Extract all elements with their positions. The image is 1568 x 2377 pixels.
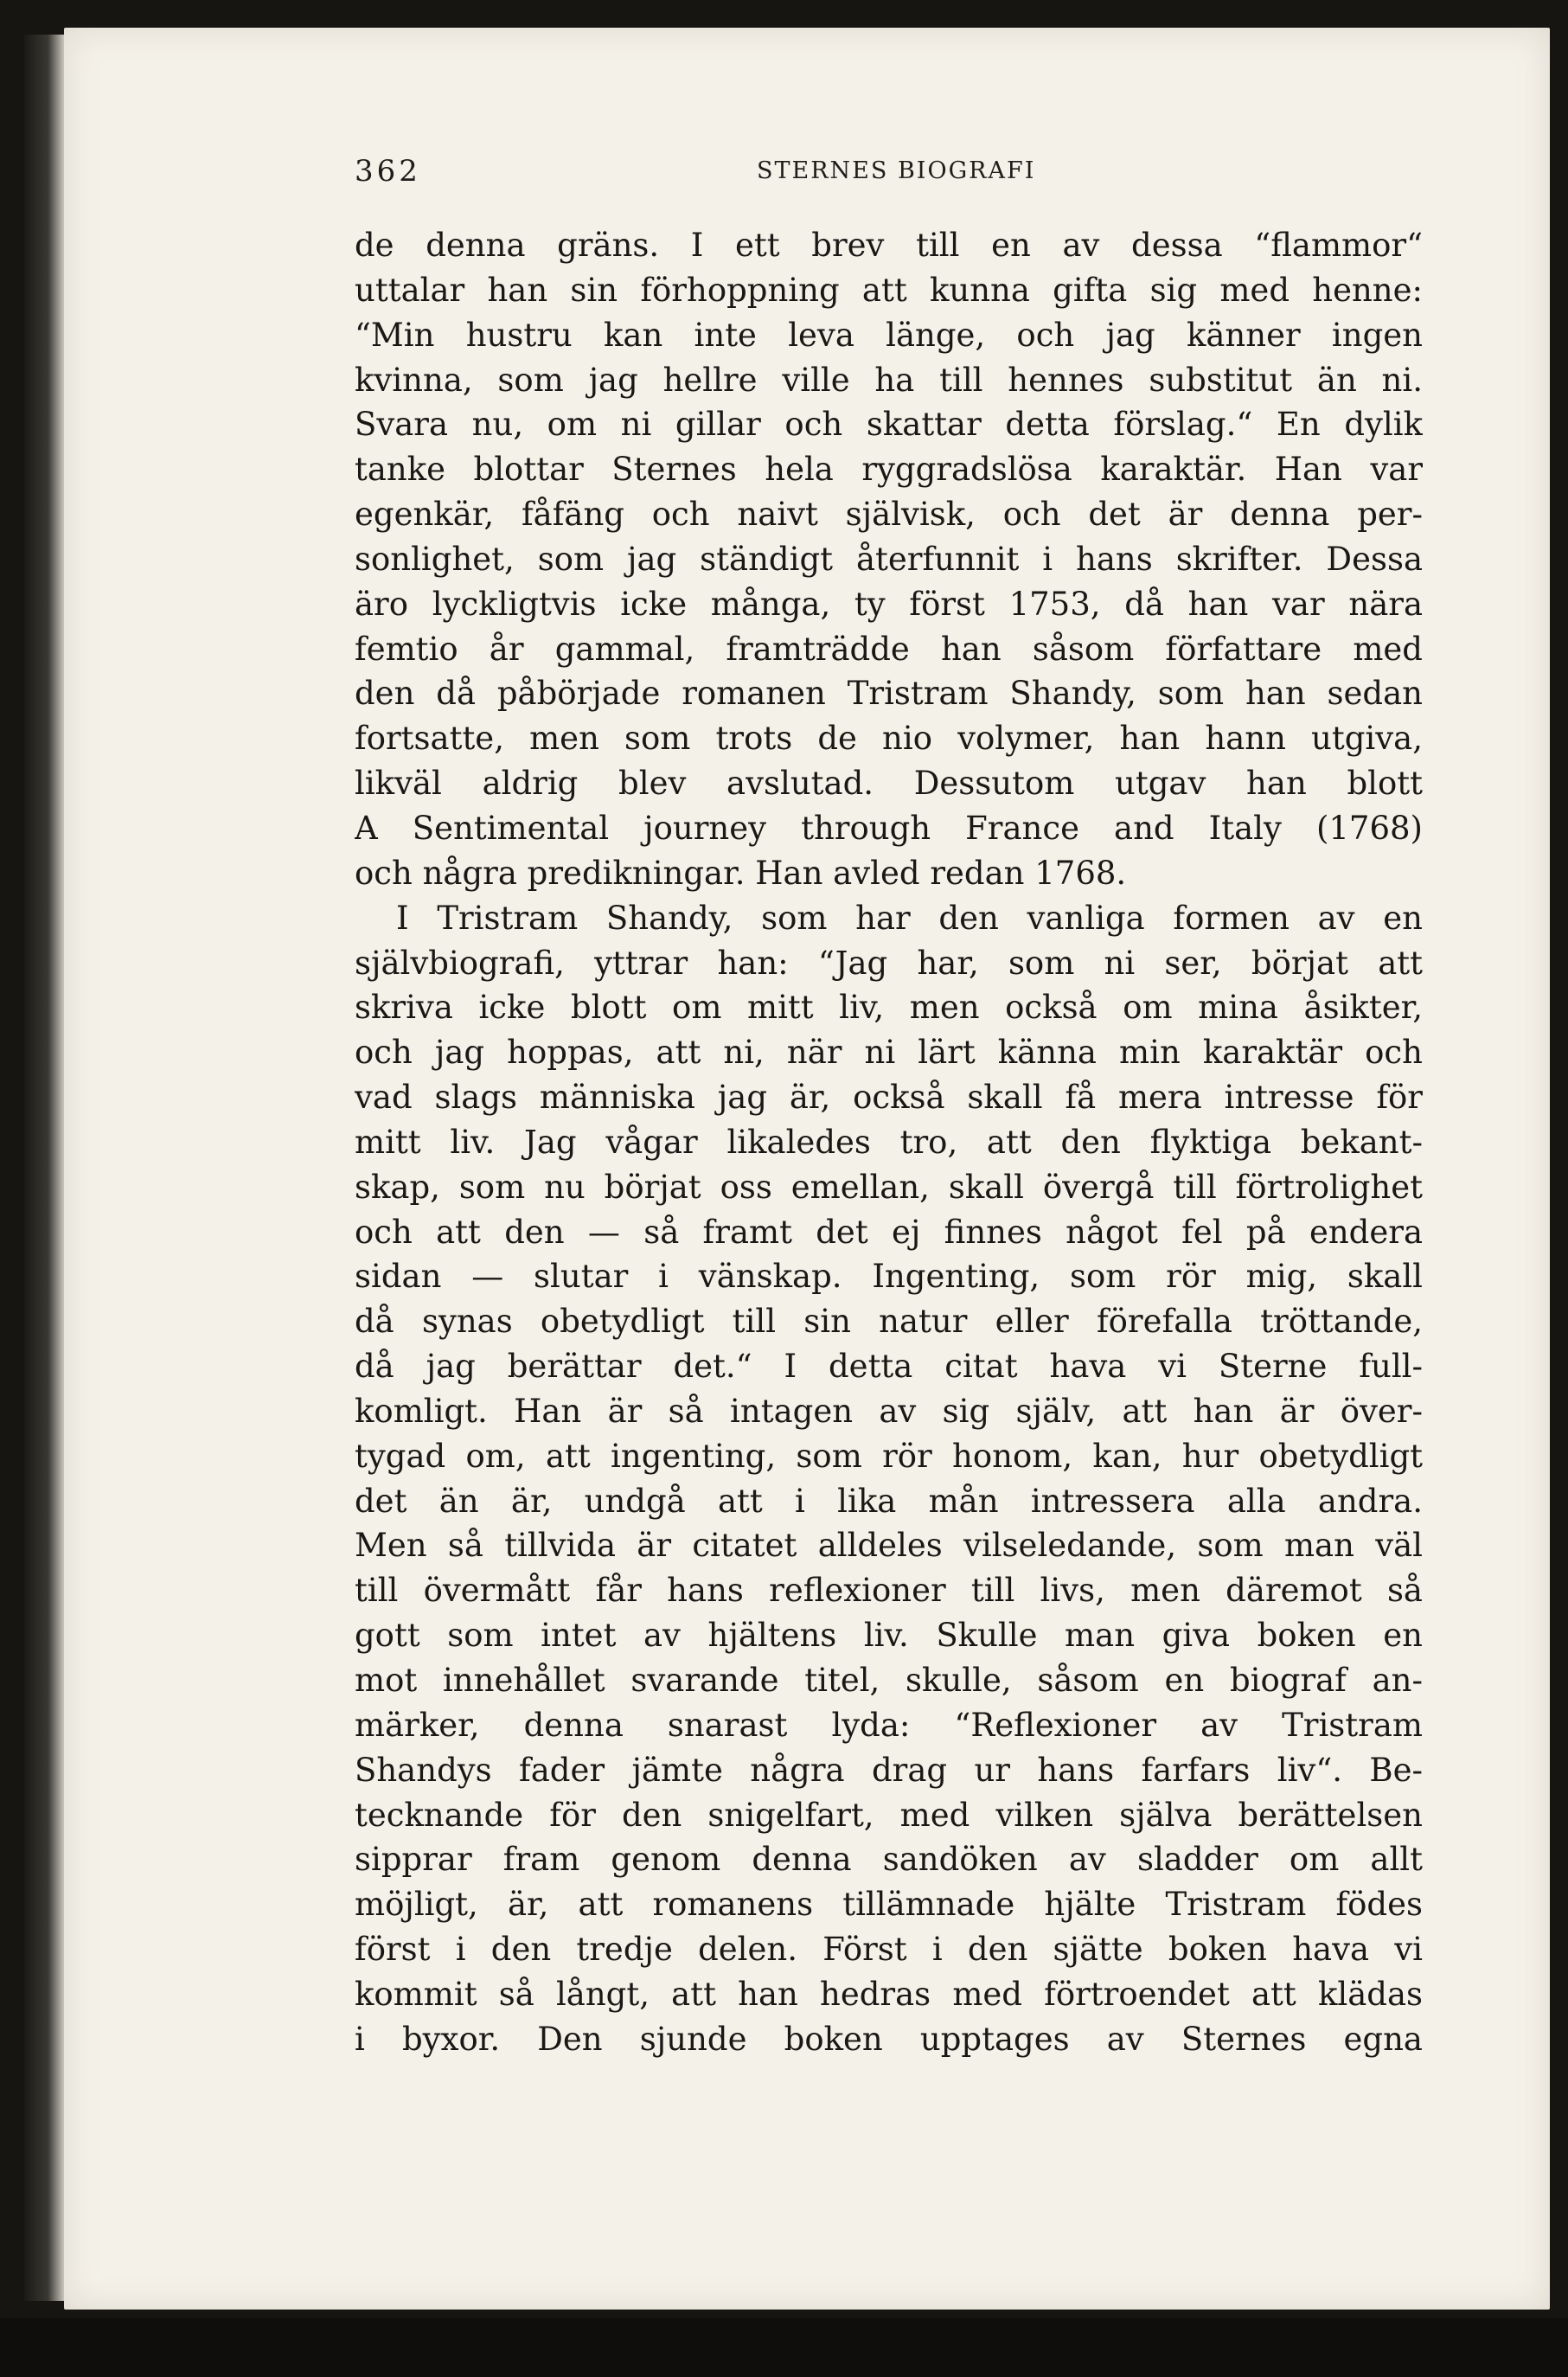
text-line: gott som intet av hjältens liv. Skulle man giva boken en: [355, 1617, 1423, 1655]
text-line: tygad om, att ingenting, som rör honom, kan, hur obetydligt: [355, 1437, 1423, 1475]
text-line: egenkär, fåfäng och naivt självisk, och det är denna per-: [355, 496, 1423, 534]
text-line: vad slags människa jag är, också skall få mera intresse för: [355, 1079, 1423, 1117]
text-line: kommit så långt, att han hedras med förtroendet att klädas: [355, 1975, 1423, 2013]
running-head: STERNES BIOGRAFI: [757, 157, 1036, 184]
text-line: märker, denna snarast lyda: “Reflexioner av Tristram: [355, 1706, 1423, 1744]
text-line: och jag hoppas, att ni, när ni lärt känna min karaktär och: [355, 1034, 1423, 1072]
body-text: [355, 223, 1423, 2062]
text-line: likväl aldrig blev avslutad. Dessutom utgav han blott: [355, 765, 1423, 803]
text-line: skap, som nu börjat oss emellan, skall övergå till förtrolighet: [355, 1168, 1423, 1206]
text-line: sidan — slutar i vänskap. Ingenting, som rör mig, skall: [355, 1258, 1423, 1296]
text-line: de denna gräns. I ett brev till en av dessa “flammor“: [355, 227, 1423, 264]
text-line: mitt liv. Jag vågar likaledes tro, att den flyktiga bekant-: [355, 1123, 1423, 1161]
text-line: det än är, undgå att i lika mån intressera alla andra.: [355, 1482, 1423, 1520]
page-number: 362: [355, 154, 421, 189]
scan-bottom-edge: [0, 2318, 1568, 2377]
text-line: till övermått får hans reflexioner till livs, men däremot så: [355, 1572, 1423, 1610]
text-line: i byxor. Den sjunde boken upptages av Sternes egna: [355, 2020, 1423, 2058]
text-line: den då påbörjade romanen Tristram Shandy, som han sedan: [355, 675, 1423, 713]
text-line: självbiografi, yttrar han: “Jag har, som ni ser, börjat att: [355, 944, 1423, 982]
text-line: femtio år gammal, framträdde han såsom författare med: [355, 630, 1423, 668]
text-line: Men så tillvida är citatet alldeles vilseledande, som man väl: [355, 1527, 1423, 1565]
text-line: då synas obetydligt till sin natur eller förefalla tröttande,: [355, 1303, 1423, 1341]
text-line: möjligt, är, att romanens tillämnade hjälte Tristram födes: [355, 1886, 1423, 1924]
book-spine-edge: [24, 35, 67, 2301]
text-line: mot innehållet svarande titel, skulle, såsom en biograf an-: [355, 1662, 1423, 1699]
text-line: och några predikningar. Han avled redan 1768.: [355, 854, 1127, 892]
text-line: då jag berättar det.“ I detta citat hava vi Sterne full-: [355, 1348, 1423, 1386]
page-header: [355, 154, 1418, 197]
text-line: skriva icke blott om mitt liv, men också om mina åsikter,: [355, 989, 1423, 1027]
text-line: äro lyckligtvis icke många, ty först 1753, då han var nära: [355, 585, 1423, 623]
text-line: uttalar han sin förhoppning att kunna gifta sig med henne:: [355, 271, 1423, 309]
text-line: sonlighet, som jag ständigt återfunnit i hans skrifter. Dessa: [355, 540, 1423, 578]
text-line: Shandys fader jämte några drag ur hans farfars liv“. Be-: [355, 1751, 1423, 1789]
text-line: Svara nu, om ni gillar och skattar detta förslag.“ En dylik: [355, 406, 1423, 444]
text-line: “Min hustru kan inte leva länge, och jag känner ingen: [355, 316, 1423, 354]
text-line: fortsatte, men som trots de nio volymer, han hann utgiva,: [355, 720, 1423, 758]
text-line: först i den tredje delen. Först i den sjätte boken hava vi: [355, 1931, 1423, 1969]
text-line: I Tristram Shandy, som har den vanliga formen av en: [396, 899, 1423, 937]
text-line: sipprar fram genom denna sandöken av sladder om allt: [355, 1841, 1423, 1879]
text-line: tecknande för den snigelfart, med vilken själva berättelsen: [355, 1796, 1423, 1834]
text-line: kvinna, som jag hellre ville ha till hennes substitut än ni.: [355, 361, 1423, 399]
text-line: komligt. Han är så intagen av sig själv, att han är över-: [355, 1392, 1423, 1430]
text-line: A Sentimental journey through France and Italy (1768): [355, 809, 1423, 847]
text-line: tanke blottar Sternes hela ryggradslösa karaktär. Han var: [355, 451, 1423, 489]
text-line: och att den — så framt det ej finnes något fel på endera: [355, 1213, 1423, 1251]
